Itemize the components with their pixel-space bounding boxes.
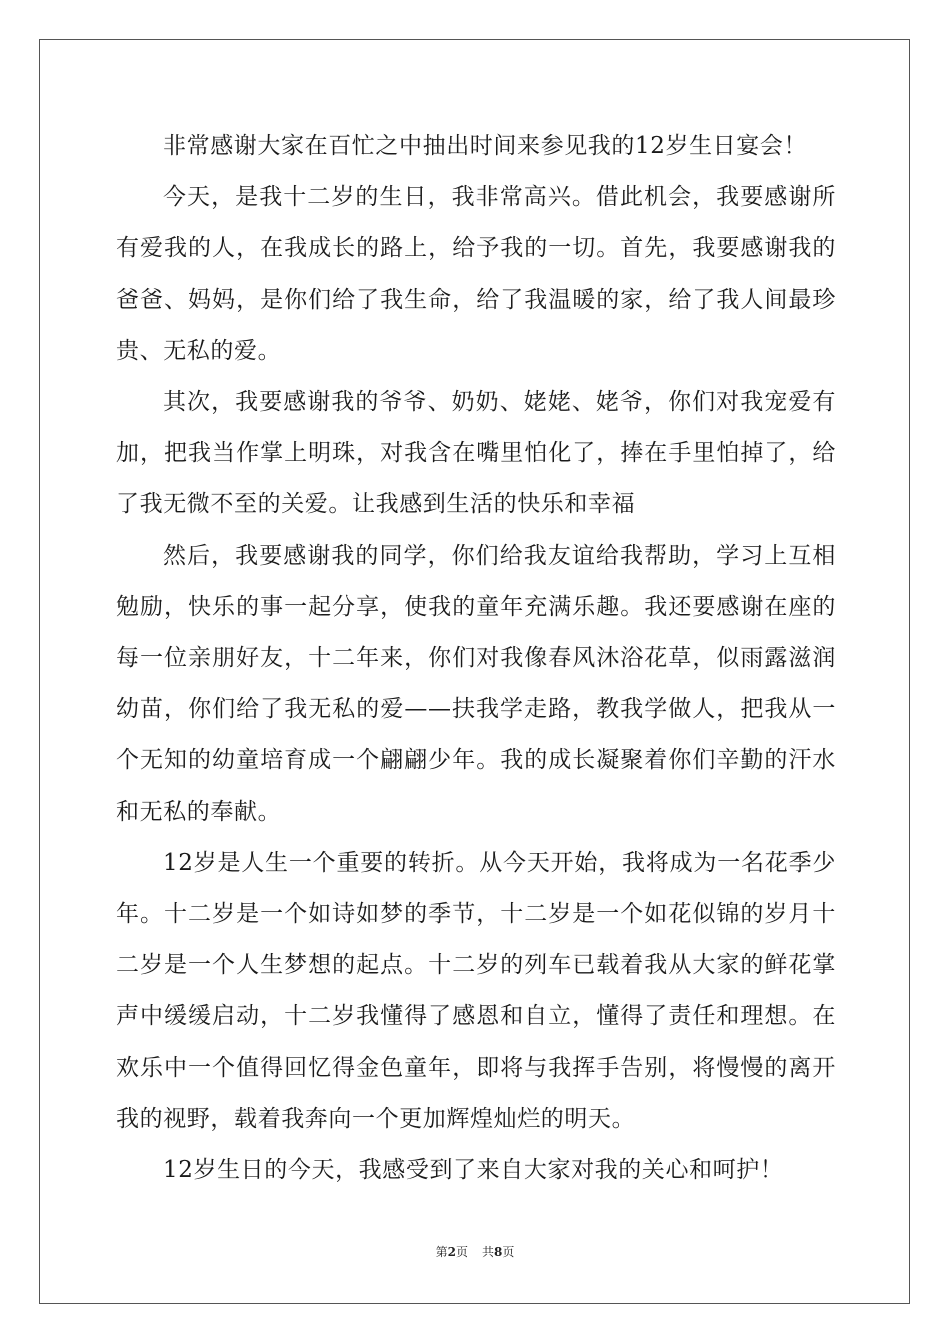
page-footer	[0, 1244, 950, 1260]
total-pages: 8	[494, 1245, 503, 1259]
total-prefix: 共	[482, 1245, 495, 1259]
paragraph: 非常感谢大家在百忙之中抽出时间来参见我的12岁生日宴会！	[163, 133, 808, 159]
page-prefix: 第	[435, 1245, 448, 1259]
paragraph: 12岁是人生一个重要的转折。从今天开始，我将成为一名花季少年。十二岁是一个如诗如梦的季节，十二岁是一个如花似锦的岁月十二岁是一个人生梦想的起点。十二岁的列车已载着我从大家的鲜花掌声中缓缓启动，十二岁我懂得了感恩和自立，懂得了责任和理想。在欢乐中一个值得回忆得金色童年，即将与我挥手告别，将慢慢的离开我的视野，载着我奔向一个更加辉煌灿烂的明天。	[116, 849, 836, 1132]
document-body	[116, 121, 836, 1196]
paragraph: 其次，我要感谢我的爷爷、奶奶、姥姥、姥爷，你们对我宠爱有加，把我当作掌上明珠，对我含在嘴里怕化了，捧在手里怕掉了，给了我无微不至的关爱。让我感到生活的快乐和幸福	[116, 389, 836, 518]
paragraph: 今天，是我十二岁的生日，我非常高兴。借此机会，我要感谢所有爱我的人，在我成长的路上，给予我的一切。首先，我要感谢我的爸爸、妈妈，是你们给了我生命，给了我温暖的家，给了我人间最珍贵、无私的爱。	[116, 184, 836, 364]
paragraph: 12岁生日的今天，我感受到了来自大家对我的关心和呵护！	[163, 1157, 784, 1184]
page-number: 2	[447, 1245, 456, 1259]
total-suffix: 页	[502, 1245, 515, 1259]
paragraph: 然后，我要感谢我的同学，你们给我友谊给我帮助，学习上互相勉励，快乐的事一起分享，使我的童年充满乐趣。我还要感谢在座的每一位亲朋好友，十二年来，你们对我像春风沐浴花草，似雨露滋润幼苗，你们给了我无私的爱——扶我学走路，教我学做人，把我从一个无知的幼童培育成一个翩翩少年。我的成长凝聚着你们辛勤的汗水和无私的奉献。	[116, 542, 836, 825]
page-suffix: 页	[455, 1245, 468, 1259]
